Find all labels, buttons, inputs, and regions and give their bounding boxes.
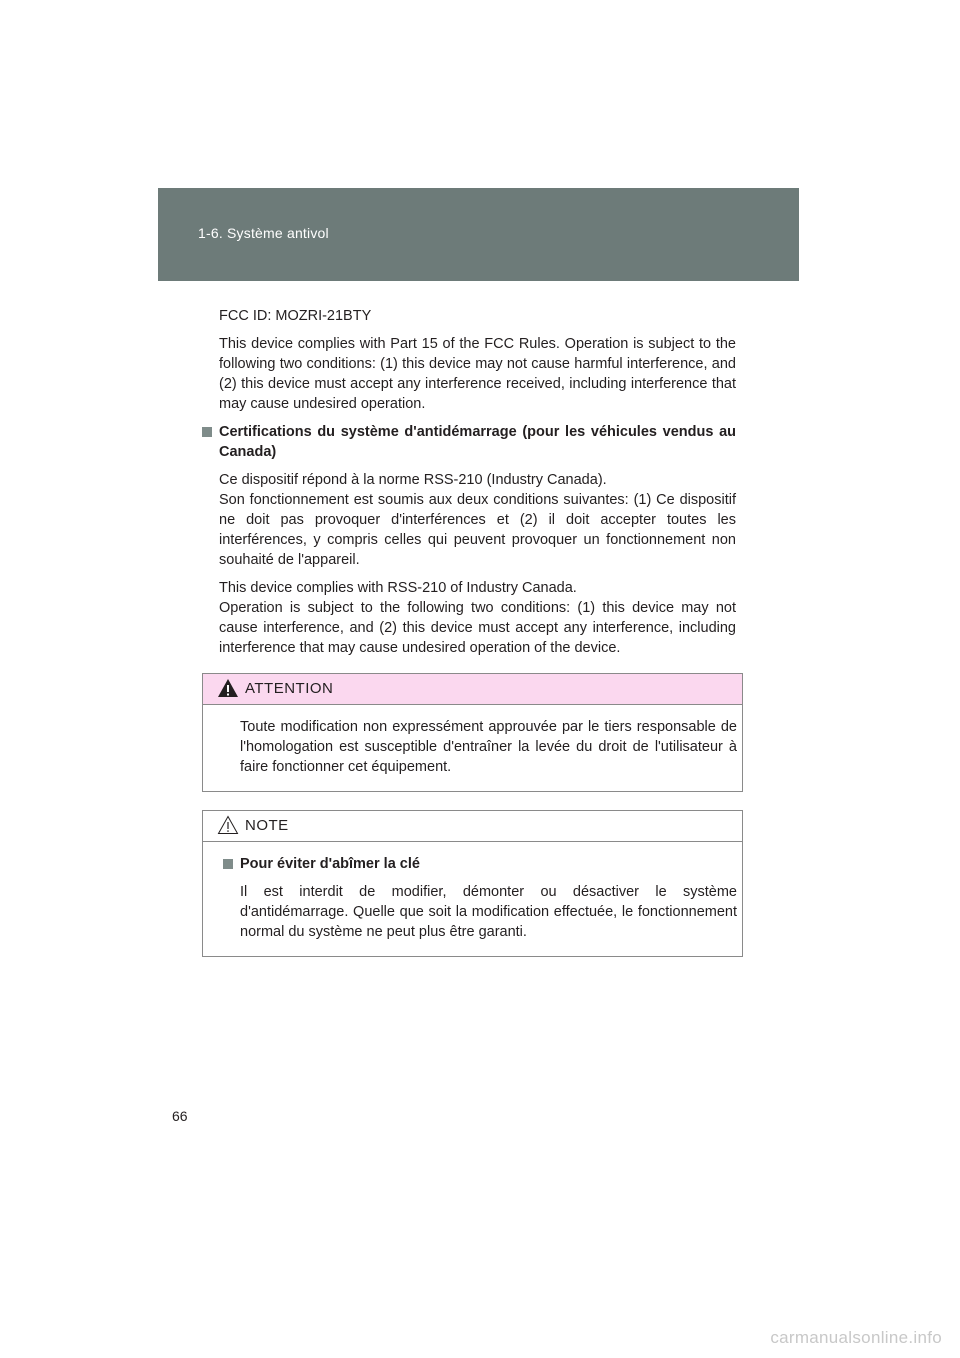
warning-icon xyxy=(217,678,239,698)
note-header xyxy=(203,811,742,842)
section-header xyxy=(158,188,799,281)
fr-line-1: Ce dispositif répond à la norme RSS-210 (Industry Canada). xyxy=(219,472,607,488)
square-bullet-icon xyxy=(223,859,233,869)
attention-box xyxy=(202,673,743,792)
section-label: 1-6. Système antivol xyxy=(198,225,329,241)
attention-body xyxy=(203,705,742,791)
attention-title: ATTENTION xyxy=(245,680,334,697)
attention-text: Toute modification non expressément approuvée par le tiers responsable de l'homologation est susceptible d'entraîner la levée du droit de l'utilisateur à faire fonctionner cet équipement. xyxy=(240,719,737,775)
fcc-id: FCC ID: MOZRI-21BTY xyxy=(219,308,372,324)
note-text: Il est interdit de modifier, démonter ou désactiver le système d'antidémarrage. Quelle que soit la modification effectuée, le fonctionnement normal du système ne peut plus être garanti. xyxy=(240,884,737,940)
note-body xyxy=(203,842,742,956)
main-content xyxy=(202,306,736,658)
attention-header xyxy=(203,674,742,705)
fr-line-2: Son fonctionnement est soumis aux deux conditions suivantes: (1) Ce dispositif ne doit pas provoquer d'interférences et (2) il doit accepter toutes les interférences, y compris celles qui peuvent provoquer un fonctionnement non souhaité de l'appareil. xyxy=(219,492,736,568)
cert-heading xyxy=(202,422,736,462)
note-heading xyxy=(223,854,737,874)
en-line-1: This device complies with RSS-210 of Industry Canada. xyxy=(219,580,577,596)
page-number: 66 xyxy=(172,1108,188,1124)
cert-heading-text: Certifications du système d'antidémarrage (pour les véhicules vendus au Canada) xyxy=(219,424,736,460)
note-box xyxy=(202,810,743,957)
note-heading-text: Pour éviter d'abîmer la clé xyxy=(240,856,420,872)
en-line-2: Operation is subject to the following two conditions: (1) this device may not cause interference, and (2) this device must accept any interference, including interference that may cause undesired operation of the device. xyxy=(219,600,736,656)
caution-outline-icon xyxy=(217,815,239,835)
watermark: carmanualsonline.info xyxy=(770,1328,942,1347)
note-title: NOTE xyxy=(245,817,289,834)
square-bullet-icon xyxy=(202,427,212,437)
fcc-statement: This device complies with Part 15 of the FCC Rules. Operation is subject to the following two conditions: (1) this device may not cause harmful interference, and (2) this device must accept any interference received, including interference that may cause undesired operation. xyxy=(219,336,736,412)
